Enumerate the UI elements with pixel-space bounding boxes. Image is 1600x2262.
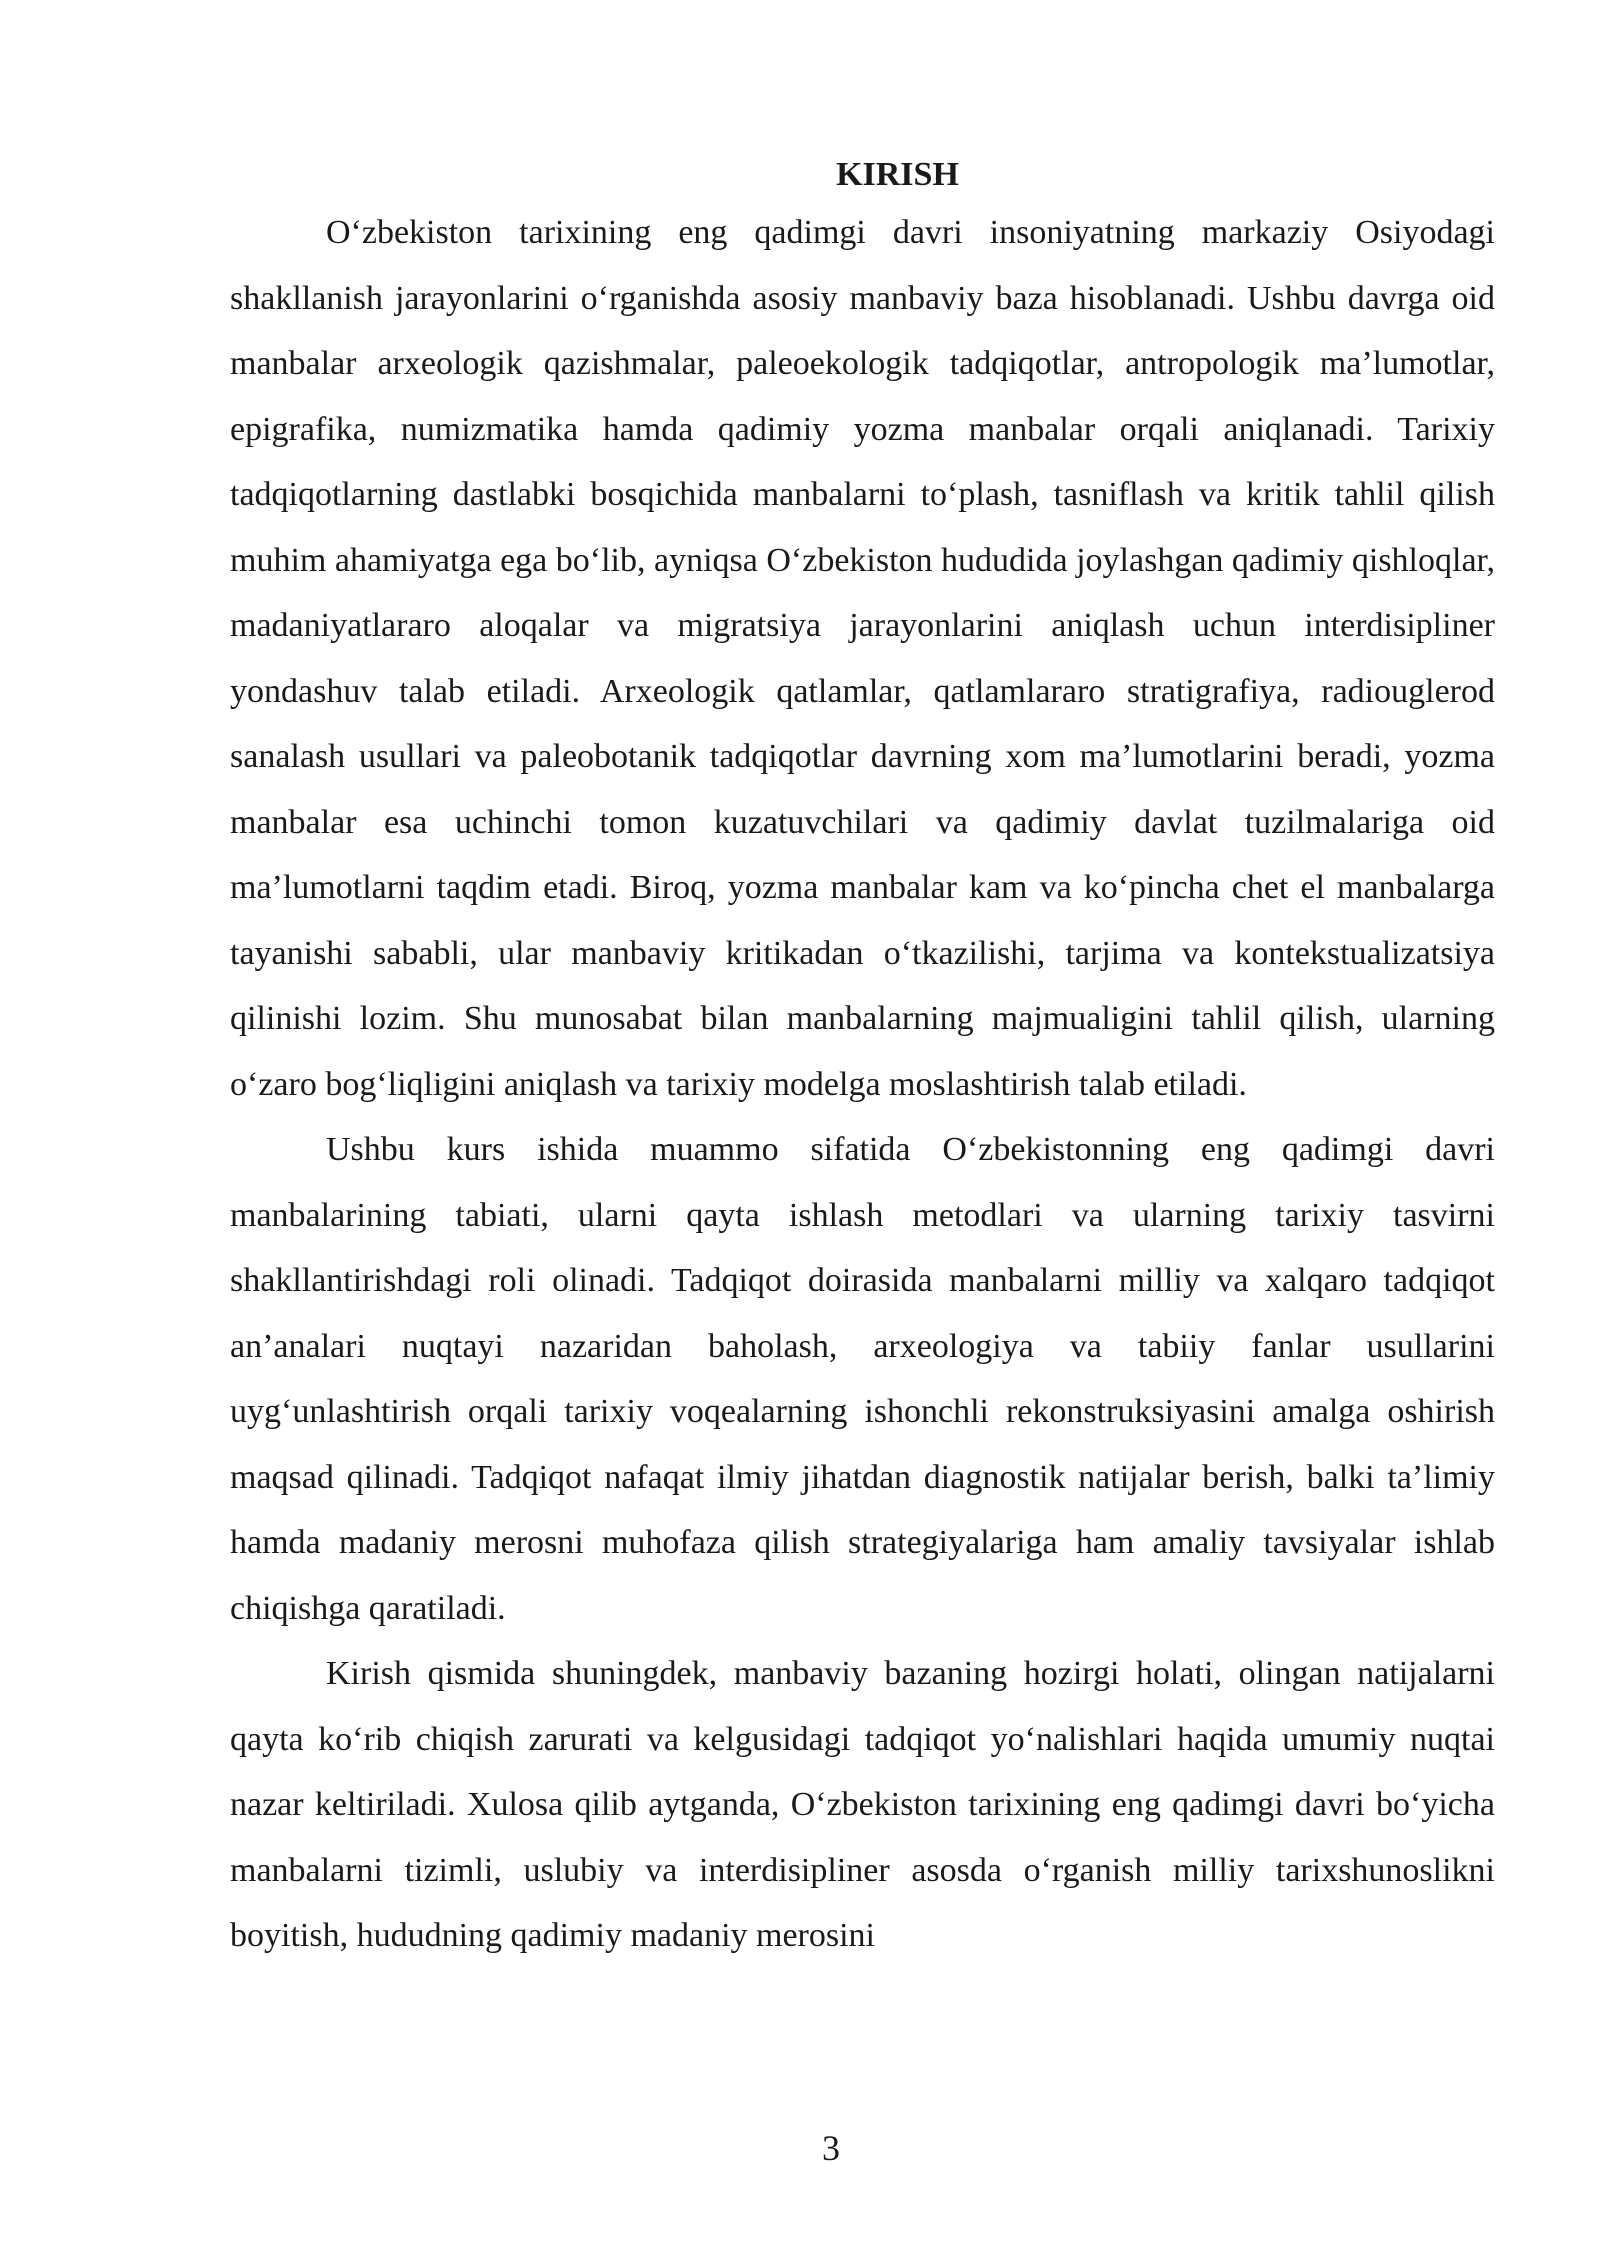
paragraph-2: Ushbu kurs ishida muammo sifatida O‘zbekistonning eng qadimgi davri manbalarining tabiati, ularni qayta ishlash metodlari va ularning tarixiy tasvirni shakllantirishdagi roli olinadi. Tadqiqot doirasida manbalarni milliy va xalqaro tadqiqot an’analari nuqtayi nazaridan baholash, arxeologiya va tabiiy fanlar usullarini uyg‘unlashtirish orqali tarixiy voqealarning ishonchli rekonstruksiyasini amalga oshirish maqsad qilinadi. Tadqiqot nafaqat ilmiy jihatdan diagnostik natijalar berish, balki ta’limiy hamda madaniy merosni muhofaza qilish strategiyalariga ham amaliy tavsiyalar ishlab chiqishga qaratiladi. xyxy=(230,1131,1495,1627)
section-title: KIRISH xyxy=(836,156,959,193)
paragraph-3: Kirish qismida shuningdek, manbaviy bazaning hozirgi holati, olingan natijalarni qayta ko‘rib chiqish zarurati va kelgusidagi tadqiqot yo‘nalishlari haqida umumiy nuqtai nazar keltiriladi. Xulosa qilib aytganda, O‘zbekiston tarixining eng qadimgi davri bo‘yicha manbalarni tizimli, uslubiy va interdisipliner asosda o‘rganish milliy tarixshunoslikni boyitish, hududning qadimiy madaniy merosini xyxy=(230,1655,1495,1954)
paragraph-1: O‘zbekiston tarixining eng qadimgi davri insoniyatning markaziy Osiyodagi shakllanish jarayonlarini o‘rganishda asosiy manbaviy baza hisoblanadi. Ushbu davrga oid manbalar arxeologik qazishmalar, paleoekologik tadqiqotlar, antropologik ma’lumotlar, epigrafika, numizmatika hamda qadimiy yozma manbalar orqali aniqlanadi. Tarixiy tadqiqotlarning dastlabki bosqichida manbalarni to‘plash, tasniflash va kritik tahlil qilish muhim ahamiyatga ega bo‘lib, ayniqsa O‘zbekiston hududida joylashgan qadimiy qishloqlar, madaniyatlararo aloqalar va migratsiya jarayonlarini aniqlash uchun interdisipliner yondashuv talab etiladi. Arxeologik qatlamlar, qatlamlararo stratigrafiya, radiouglerod sanalash usullari va paleobotanik tadqiqotlar davrning xom ma’lumotlarini beradi, yozma manbalar esa uchinchi tomon kuzatuvchilari va qadimiy davlat tuzilmalariga oid ma’lumotlarni taqdim etadi. Biroq, yozma manbalar kam va ko‘pincha chet el manbalarga tayanishi sababli, ular manbaviy kritikadan o‘tkazilishi, tarjima va kontekstualizatsiya qilinishi lozim. Shu munosabat bilan manbalarning majmualigini tahlil qilish, ularning o‘zaro bog‘liqligini aniqlash va tarixiy modelga moslashtirish talab etiladi. xyxy=(230,214,1495,1103)
page-number: 3 xyxy=(822,2128,840,2168)
page-body xyxy=(230,150,1495,1969)
